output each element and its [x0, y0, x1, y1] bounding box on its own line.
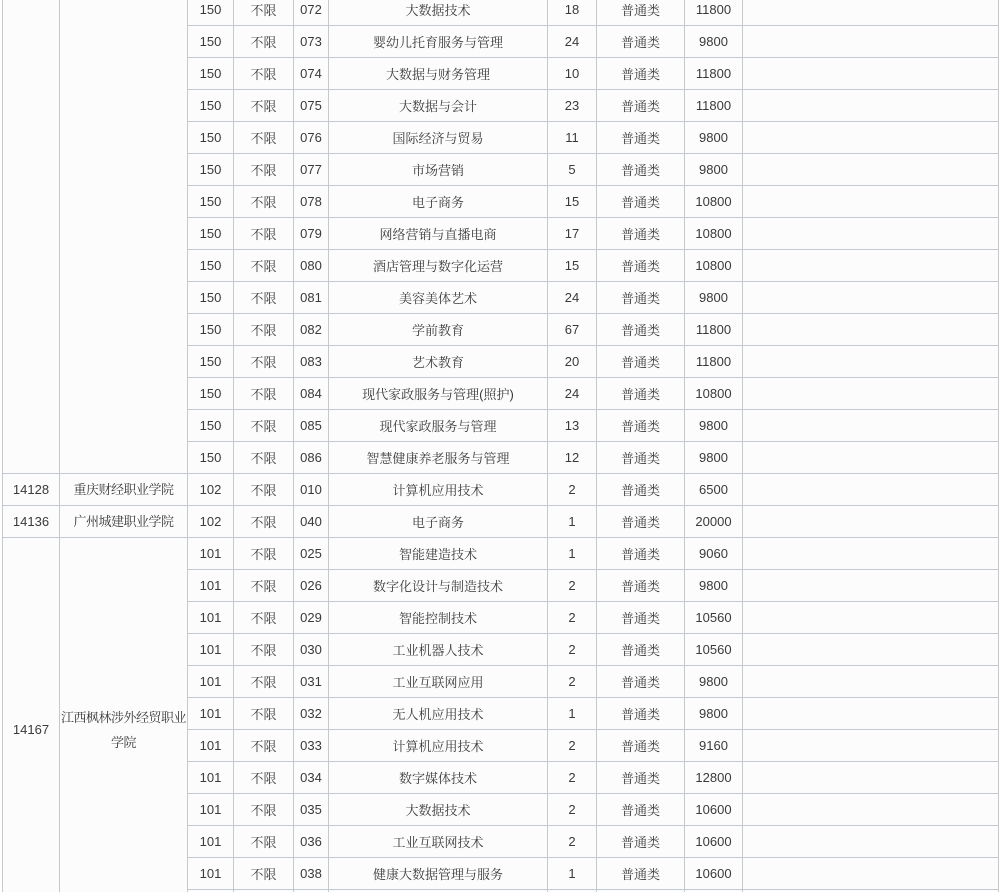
major-name-cell: 计算机应用技术	[329, 474, 548, 506]
major-code-cell: 033	[294, 730, 329, 762]
plan-code-cell: 150	[188, 90, 234, 122]
category-cell: 普通类	[597, 154, 685, 186]
plan-code-cell: 101	[188, 602, 234, 634]
note-cell	[743, 0, 999, 26]
category-cell: 普通类	[597, 538, 685, 570]
plan-code-cell: 101	[188, 730, 234, 762]
plan-code-cell: 150	[188, 122, 234, 154]
major-name-cell: 现代家政服务与管理(照护)	[329, 378, 548, 410]
count-cell: 67	[548, 314, 597, 346]
major-name-cell: 网络营销与直播电商	[329, 218, 548, 250]
requirement-cell: 不限	[234, 730, 294, 762]
count-cell: 13	[548, 410, 597, 442]
major-code-cell: 036	[294, 826, 329, 858]
fee-cell: 11800	[685, 0, 743, 26]
major-code-cell: 085	[294, 410, 329, 442]
fee-cell: 9800	[685, 282, 743, 314]
requirement-cell: 不限	[234, 794, 294, 826]
count-cell: 11	[548, 122, 597, 154]
note-cell	[743, 794, 999, 826]
requirement-cell: 不限	[234, 570, 294, 602]
category-cell: 普通类	[597, 698, 685, 730]
requirement-cell: 不限	[234, 250, 294, 282]
plan-code-cell: 101	[188, 570, 234, 602]
plan-code-cell: 150	[188, 58, 234, 90]
plan-code-cell: 101	[188, 858, 234, 890]
category-cell: 普通类	[597, 0, 685, 26]
category-cell: 普通类	[597, 58, 685, 90]
major-name-cell: 计算机应用技术	[329, 730, 548, 762]
count-cell: 18	[548, 0, 597, 26]
requirement-cell: 不限	[234, 474, 294, 506]
category-cell: 普通类	[597, 442, 685, 474]
admission-plan-table	[2, 0, 999, 892]
major-name-cell: 电子商务	[329, 506, 548, 538]
major-name-cell: 酒店管理与数字化运营	[329, 250, 548, 282]
count-cell: 17	[548, 218, 597, 250]
fee-cell: 10560	[685, 634, 743, 666]
requirement-cell: 不限	[234, 218, 294, 250]
count-cell: 2	[548, 570, 597, 602]
major-code-cell: 082	[294, 314, 329, 346]
fee-cell: 10600	[685, 858, 743, 890]
note-cell	[743, 666, 999, 698]
note-cell	[743, 602, 999, 634]
major-name-cell: 现代家政服务与管理	[329, 410, 548, 442]
requirement-cell: 不限	[234, 634, 294, 666]
note-cell	[743, 282, 999, 314]
count-cell: 1	[548, 698, 597, 730]
category-cell: 普通类	[597, 666, 685, 698]
note-cell	[743, 26, 999, 58]
plan-code-cell: 150	[188, 0, 234, 26]
count-cell: 24	[548, 26, 597, 58]
note-cell	[743, 698, 999, 730]
major-code-cell: 083	[294, 346, 329, 378]
requirement-cell: 不限	[234, 698, 294, 730]
college-code-cell: 14167	[3, 538, 60, 892]
major-code-cell: 035	[294, 794, 329, 826]
fee-cell: 9800	[685, 154, 743, 186]
major-name-cell: 数字化设计与制造技术	[329, 570, 548, 602]
major-name-cell: 电子商务	[329, 186, 548, 218]
major-code-cell: 040	[294, 506, 329, 538]
note-cell	[743, 762, 999, 794]
college-name-cell	[60, 0, 188, 474]
requirement-cell: 不限	[234, 90, 294, 122]
requirement-cell: 不限	[234, 154, 294, 186]
category-cell: 普通类	[597, 378, 685, 410]
fee-cell: 11800	[685, 346, 743, 378]
college-name-cell: 江西枫林涉外经贸职业学院	[60, 538, 188, 892]
count-cell: 2	[548, 666, 597, 698]
note-cell	[743, 826, 999, 858]
plan-code-cell: 150	[188, 250, 234, 282]
plan-code-cell: 150	[188, 26, 234, 58]
college-name-cell: 重庆财经职业学院	[60, 474, 188, 506]
major-code-cell: 079	[294, 218, 329, 250]
table-row	[3, 538, 999, 570]
fee-cell: 9800	[685, 26, 743, 58]
college-name-cell: 广州城建职业学院	[60, 506, 188, 538]
count-cell: 10	[548, 58, 597, 90]
requirement-cell: 不限	[234, 378, 294, 410]
note-cell	[743, 474, 999, 506]
major-name-cell: 国际经济与贸易	[329, 122, 548, 154]
fee-cell: 11800	[685, 58, 743, 90]
count-cell: 2	[548, 474, 597, 506]
count-cell: 15	[548, 186, 597, 218]
note-cell	[743, 634, 999, 666]
major-name-cell: 大数据技术	[329, 0, 548, 26]
note-cell	[743, 250, 999, 282]
requirement-cell: 不限	[234, 538, 294, 570]
plan-code-cell: 150	[188, 442, 234, 474]
fee-cell: 9800	[685, 698, 743, 730]
category-cell: 普通类	[597, 122, 685, 154]
major-code-cell: 031	[294, 666, 329, 698]
major-name-cell: 市场营销	[329, 154, 548, 186]
category-cell: 普通类	[597, 218, 685, 250]
category-cell: 普通类	[597, 474, 685, 506]
table-row	[3, 0, 999, 26]
category-cell: 普通类	[597, 186, 685, 218]
requirement-cell: 不限	[234, 602, 294, 634]
major-name-cell: 工业互联网应用	[329, 666, 548, 698]
category-cell: 普通类	[597, 346, 685, 378]
major-name-cell: 智能控制技术	[329, 602, 548, 634]
category-cell: 普通类	[597, 730, 685, 762]
category-cell: 普通类	[597, 90, 685, 122]
major-code-cell: 026	[294, 570, 329, 602]
category-cell: 普通类	[597, 634, 685, 666]
note-cell	[743, 314, 999, 346]
requirement-cell: 不限	[234, 0, 294, 26]
count-cell: 12	[548, 442, 597, 474]
note-cell	[743, 58, 999, 90]
category-cell: 普通类	[597, 762, 685, 794]
fee-cell: 9800	[685, 442, 743, 474]
category-cell: 普通类	[597, 506, 685, 538]
admission-plan-table-body	[3, 0, 999, 892]
major-name-cell: 美容美体艺术	[329, 282, 548, 314]
count-cell: 20	[548, 346, 597, 378]
note-cell	[743, 154, 999, 186]
fee-cell: 10600	[685, 794, 743, 826]
major-code-cell: 086	[294, 442, 329, 474]
major-code-cell: 080	[294, 250, 329, 282]
note-cell	[743, 186, 999, 218]
count-cell: 2	[548, 826, 597, 858]
requirement-cell: 不限	[234, 442, 294, 474]
major-code-cell: 034	[294, 762, 329, 794]
table-row	[3, 506, 999, 538]
requirement-cell: 不限	[234, 666, 294, 698]
requirement-cell: 不限	[234, 314, 294, 346]
major-name-cell: 数字媒体技术	[329, 762, 548, 794]
fee-cell: 9160	[685, 730, 743, 762]
major-code-cell: 030	[294, 634, 329, 666]
note-cell	[743, 730, 999, 762]
plan-code-cell: 150	[188, 378, 234, 410]
plan-code-cell: 150	[188, 218, 234, 250]
note-cell	[743, 378, 999, 410]
major-name-cell: 无人机应用技术	[329, 698, 548, 730]
count-cell: 1	[548, 858, 597, 890]
college-code-cell: 14128	[3, 474, 60, 506]
plan-code-cell: 101	[188, 762, 234, 794]
note-cell	[743, 410, 999, 442]
fee-cell: 9060	[685, 538, 743, 570]
fee-cell: 10800	[685, 378, 743, 410]
major-code-cell: 072	[294, 0, 329, 26]
major-code-cell: 038	[294, 858, 329, 890]
major-code-cell: 029	[294, 602, 329, 634]
category-cell: 普通类	[597, 314, 685, 346]
major-name-cell: 艺术教育	[329, 346, 548, 378]
plan-code-cell: 150	[188, 154, 234, 186]
college-code-cell	[3, 0, 60, 474]
category-cell: 普通类	[597, 826, 685, 858]
category-cell: 普通类	[597, 410, 685, 442]
fee-cell: 12800	[685, 762, 743, 794]
requirement-cell: 不限	[234, 26, 294, 58]
note-cell	[743, 218, 999, 250]
major-code-cell: 081	[294, 282, 329, 314]
major-name-cell: 大数据与会计	[329, 90, 548, 122]
major-code-cell: 075	[294, 90, 329, 122]
plan-code-cell: 101	[188, 826, 234, 858]
college-code-cell: 14136	[3, 506, 60, 538]
category-cell: 普通类	[597, 794, 685, 826]
fee-cell: 10600	[685, 826, 743, 858]
major-name-cell: 工业机器人技术	[329, 634, 548, 666]
fee-cell: 9800	[685, 570, 743, 602]
plan-code-cell: 150	[188, 346, 234, 378]
major-name-cell: 智慧健康养老服务与管理	[329, 442, 548, 474]
fee-cell: 10800	[685, 218, 743, 250]
requirement-cell: 不限	[234, 858, 294, 890]
requirement-cell: 不限	[234, 826, 294, 858]
major-name-cell: 大数据技术	[329, 794, 548, 826]
fee-cell: 11800	[685, 314, 743, 346]
fee-cell: 10800	[685, 186, 743, 218]
plan-code-cell: 102	[188, 474, 234, 506]
major-code-cell: 078	[294, 186, 329, 218]
major-name-cell: 智能建造技术	[329, 538, 548, 570]
major-name-cell: 健康大数据管理与服务	[329, 858, 548, 890]
fee-cell: 6500	[685, 474, 743, 506]
requirement-cell: 不限	[234, 762, 294, 794]
note-cell	[743, 538, 999, 570]
category-cell: 普通类	[597, 26, 685, 58]
requirement-cell: 不限	[234, 346, 294, 378]
plan-code-cell: 102	[188, 506, 234, 538]
major-name-cell: 学前教育	[329, 314, 548, 346]
count-cell: 5	[548, 154, 597, 186]
note-cell	[743, 346, 999, 378]
major-code-cell: 084	[294, 378, 329, 410]
major-name-cell: 大数据与财务管理	[329, 58, 548, 90]
note-cell	[743, 90, 999, 122]
table-row	[3, 474, 999, 506]
category-cell: 普通类	[597, 282, 685, 314]
plan-code-cell: 101	[188, 698, 234, 730]
fee-cell: 20000	[685, 506, 743, 538]
plan-code-cell: 101	[188, 538, 234, 570]
note-cell	[743, 122, 999, 154]
plan-code-cell: 101	[188, 634, 234, 666]
category-cell: 普通类	[597, 250, 685, 282]
plan-code-cell: 150	[188, 282, 234, 314]
category-cell: 普通类	[597, 602, 685, 634]
plan-code-cell: 150	[188, 410, 234, 442]
count-cell: 24	[548, 378, 597, 410]
fee-cell: 10560	[685, 602, 743, 634]
count-cell: 1	[548, 506, 597, 538]
requirement-cell: 不限	[234, 122, 294, 154]
count-cell: 2	[548, 634, 597, 666]
major-code-cell: 032	[294, 698, 329, 730]
major-code-cell: 073	[294, 26, 329, 58]
requirement-cell: 不限	[234, 58, 294, 90]
count-cell: 1	[548, 538, 597, 570]
plan-code-cell: 150	[188, 186, 234, 218]
fee-cell: 11800	[685, 90, 743, 122]
plan-code-cell: 150	[188, 314, 234, 346]
note-cell	[743, 858, 999, 890]
fee-cell: 9800	[685, 122, 743, 154]
count-cell: 2	[548, 730, 597, 762]
note-cell	[743, 442, 999, 474]
requirement-cell: 不限	[234, 282, 294, 314]
category-cell: 普通类	[597, 858, 685, 890]
fee-cell: 9800	[685, 410, 743, 442]
major-code-cell: 025	[294, 538, 329, 570]
plan-code-cell: 101	[188, 666, 234, 698]
count-cell: 2	[548, 762, 597, 794]
count-cell: 23	[548, 90, 597, 122]
major-code-cell: 077	[294, 154, 329, 186]
note-cell	[743, 506, 999, 538]
count-cell: 2	[548, 794, 597, 826]
count-cell: 2	[548, 602, 597, 634]
count-cell: 24	[548, 282, 597, 314]
major-code-cell: 010	[294, 474, 329, 506]
major-name-cell: 工业互联网技术	[329, 826, 548, 858]
plan-code-cell: 101	[188, 794, 234, 826]
major-code-cell: 076	[294, 122, 329, 154]
count-cell: 15	[548, 250, 597, 282]
requirement-cell: 不限	[234, 186, 294, 218]
fee-cell: 10800	[685, 250, 743, 282]
requirement-cell: 不限	[234, 410, 294, 442]
major-name-cell: 婴幼儿托育服务与管理	[329, 26, 548, 58]
category-cell: 普通类	[597, 570, 685, 602]
fee-cell: 9800	[685, 666, 743, 698]
note-cell	[743, 570, 999, 602]
major-code-cell: 074	[294, 58, 329, 90]
requirement-cell: 不限	[234, 506, 294, 538]
